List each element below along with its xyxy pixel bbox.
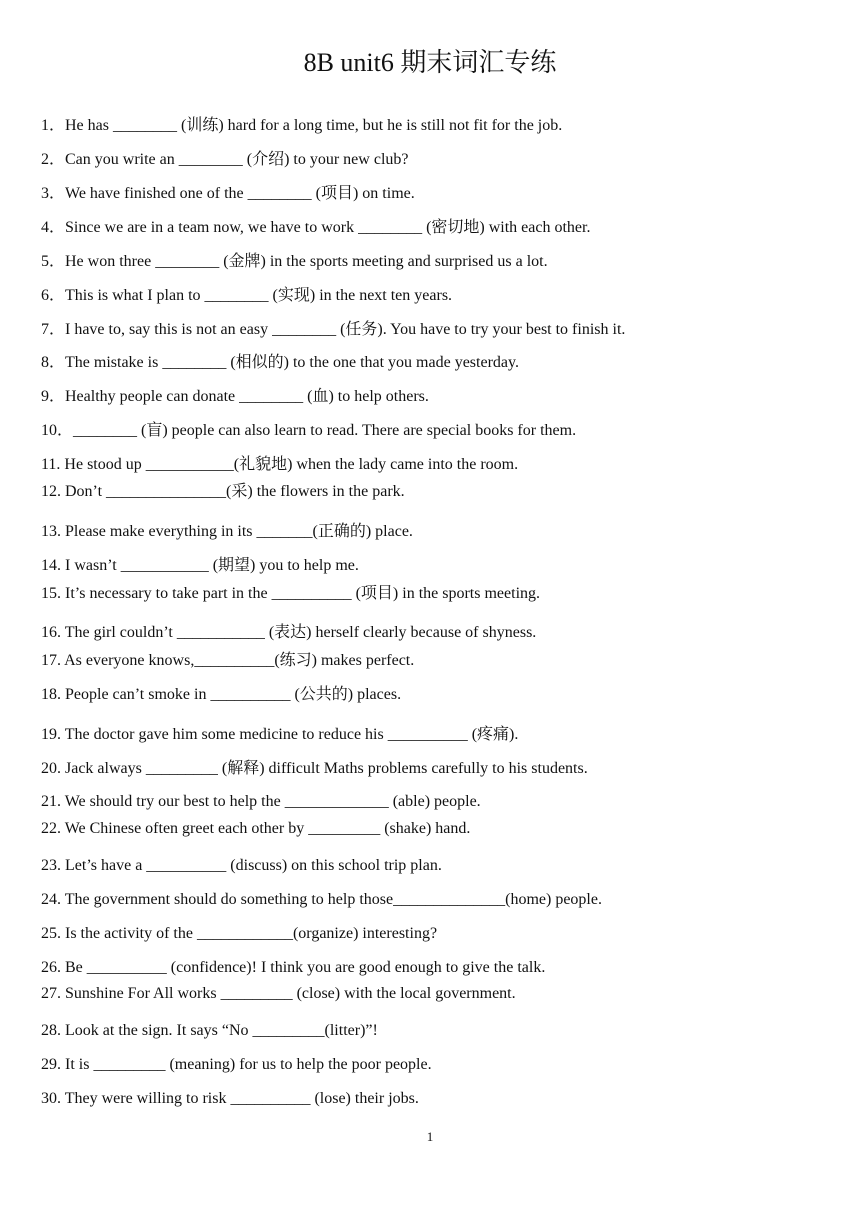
question-1: 1．He has ________ (训练) hard for a long time, but he is still not fit for the job. [41, 117, 563, 134]
question-29: 29. It is _________ (meaning) for us to help the poor people. [41, 1056, 432, 1073]
question-24: 24. The government should do something to help those______________(home) people. [41, 891, 602, 908]
question-2: 2．Can you write an ________ (介绍) to your new club? [41, 151, 409, 168]
question-16: 16. The girl couldn’t ___________ (表达) herself clearly because of shyness. [41, 624, 537, 641]
question-15: 15. It’s necessary to take part in the __________ (项目) in the sports meeting. [41, 585, 541, 602]
question-19: 19. The doctor gave him some medicine to reduce his __________ (疼痛). [41, 726, 519, 743]
question-30: 30. They were willing to risk __________ (lose) their jobs. [41, 1090, 419, 1107]
page-number: 1 [426, 1129, 434, 1144]
question-26: 26. Be __________ (confidence)! I think you are good enough to give the talk. [41, 959, 546, 976]
question-23: 23. Let’s have a __________ (discuss) on this school trip plan. [41, 857, 442, 874]
question-6: 6．This is what I plan to ________ (实现) in the next ten years. [41, 287, 453, 304]
question-5: 5．He won three ________ (金牌) in the sports meeting and surprised us a lot. [41, 253, 548, 270]
question-20: 20. Jack always _________ (解释) difficult Maths problems carefully to his students. [41, 760, 588, 777]
question-28: 28. Look at the sign. It says “No _________(litter)”! [41, 1022, 378, 1039]
question-17: 17. As everyone knows,__________(练习) makes perfect. [41, 652, 415, 669]
question-22: 22. We Chinese often greet each other by _________ (shake) hand. [41, 820, 471, 837]
question-10: 10．________ (盲) people can also learn to read. There are special books for them. [41, 422, 577, 439]
question-11: 11. He stood up ___________(礼貌地) when the lady came into the room. [41, 456, 519, 473]
question-9: 9．Healthy people can donate ________ (血) to help others. [41, 388, 429, 405]
question-4: 4．Since we are in a team now, we have to work ________ (密切地) with each other. [41, 219, 591, 236]
question-25: 25. Is the activity of the ____________(organize) interesting? [41, 925, 438, 942]
question-7: 7．I have to, say this is not an easy ________ (任务). You have to try your best to finish it. [41, 321, 626, 338]
question-21: 21. We should try our best to help the _____________ (able) people. [41, 793, 481, 810]
question-3: 3．We have finished one of the ________ (项目) on time. [41, 185, 415, 202]
question-27: 27. Sunshine For All works _________ (close) with the local government. [41, 985, 516, 1002]
question-8: 8．The mistake is ________ (相似的) to the one that you made yesterday. [41, 354, 519, 371]
question-13: 13. Please make everything in its _______(正确的) place. [41, 523, 413, 540]
page-title: 8B unit6 期末词汇专练 [303, 48, 557, 77]
question-14: 14. I wasn’t ___________ (期望) you to help me. [41, 557, 359, 574]
question-12: 12. Don’t _______________(采) the flowers in the park. [41, 483, 405, 500]
question-18: 18. People can’t smoke in __________ (公共的) places. [41, 686, 402, 703]
